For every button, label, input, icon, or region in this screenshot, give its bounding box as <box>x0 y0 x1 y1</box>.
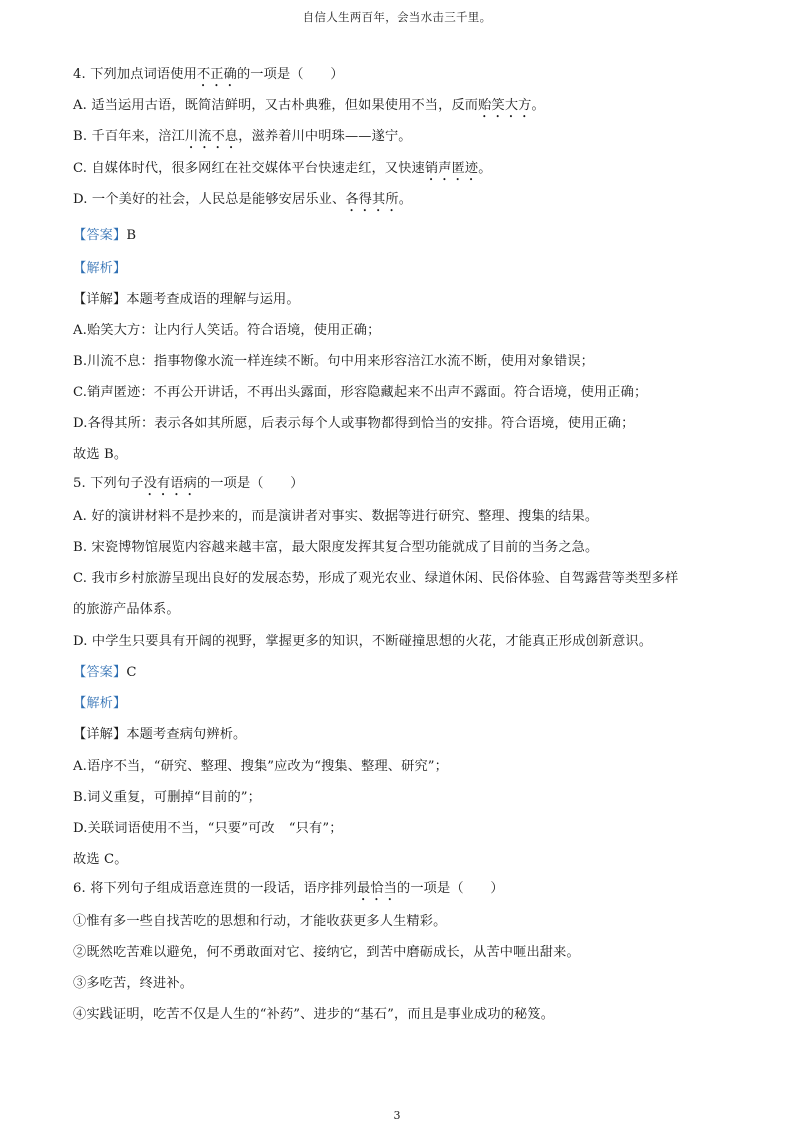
stem-text: 的一项是（ ） <box>397 881 504 896</box>
question-5-answer <box>73 661 137 680</box>
option-text: B. 千百年来，涪江 <box>73 129 185 144</box>
option-text: 。 <box>478 161 492 176</box>
question-5-explanation-b: B.词义重复，可删掉“目前的”； <box>73 790 262 805</box>
question-6-stem <box>73 877 504 904</box>
emphasized-text: 没有语病 <box>143 476 197 491</box>
question-4-explanation-c: C.销声匿迹：不再公开讲话，不再出头露面，形容隐藏起来不出声不露面。符合语境，使用正确； <box>73 385 648 400</box>
stem-text: 的一项是（ ） <box>196 476 304 491</box>
question-4-option-a <box>73 94 545 121</box>
question-5-option-d: D. 中学生只要具有开阔的视野，掌握更多的知识，不断碰撞思想的火花，才能真正形成创新意识。 <box>73 634 653 649</box>
answer-value: C <box>126 665 137 680</box>
emphasized-text: 各得其所 <box>345 192 399 207</box>
question-5-explanation-a: A.语序不当，“研究、整理、搜集”应改为“搜集、整理、研究”； <box>73 759 449 774</box>
question-5-conclusion: 故选 C。 <box>73 852 128 867</box>
explanation-text: D.关联词语使用不当，“只要”可改 <box>73 821 275 836</box>
question-4-explanation-a: A.贻笑大方：让内行人笑话。符合语境，使用正确； <box>73 323 381 338</box>
explanation-text: “只有”； <box>288 821 343 836</box>
question-4-explanation-d: D.各得其所：表示各如其所愿，后表示每个人或事物都得到恰当的安排。符合语境，使用正确； <box>73 416 635 431</box>
question-6-sentence-1: ①惟有多一些自找苦吃的思想和行动，才能收获更多人生精彩。 <box>73 914 447 929</box>
stem-text: 5. 下列句子 <box>73 476 144 491</box>
option-text: 。 <box>531 98 545 113</box>
option-text: C. 自媒体时代，很多网红在社交媒体平台快速走红，又快速 <box>73 161 425 176</box>
question-5-option-a: A. 好的演讲材料不是抄来的，而是演讲者对事实、数据等进行研究、整理、搜集的结果。 <box>73 509 599 524</box>
emphasized-text: 贻笑大方 <box>478 98 532 113</box>
stem-text: 的一项是（ ） <box>236 67 344 82</box>
answer-tag: 【答案】 <box>73 228 127 243</box>
question-6-sentence-3: ③多吃苦，终进补。 <box>73 976 194 991</box>
stem-text: 4. 下列加点词语使用 <box>73 67 197 82</box>
question-4-option-c <box>73 157 492 184</box>
answer-tag: 【答案】 <box>73 665 127 680</box>
emphasized-text: 不正确 <box>196 67 237 82</box>
question-5-stem <box>73 472 304 499</box>
emphasized-text: 最恰当 <box>356 881 397 896</box>
question-4-stem <box>73 63 344 90</box>
question-6-sentence-4: ④实践证明，吃苦不仅是人生的“补药”、进步的“基石”，而且是事业成功的秘笈。 <box>73 1007 555 1022</box>
question-5-option-c-line2: 的旅游产品体系。 <box>73 602 180 617</box>
question-5-analysis-tag: 【解析】 <box>73 696 127 711</box>
question-4-conclusion: 故选 B。 <box>73 447 128 462</box>
option-text: D. 一个美好的社会，人民总是能够安居乐业、 <box>73 192 346 207</box>
stem-text: 6. 将下列句子组成语意连贯的一段话，语序排列 <box>73 881 357 896</box>
answer-value: B <box>126 228 137 243</box>
question-4-explanation-b: B.川流不息：指事物像水流一样连续不断。句中用来形容涪江水流不断，使用对象错误； <box>73 354 595 369</box>
option-text: ，滋养着川中明珠——遂宁。 <box>238 129 412 144</box>
question-5-option-b: B. 宋瓷博物馆展览内容越来越丰富，最大限度发挥其复合型功能就成了目前的当务之急。 <box>73 540 599 555</box>
question-6-sentence-2: ②既然吃苦难以避免，何不勇敢面对它、接纳它，到苦中磨砺成长，从苦中咂出甜来。 <box>73 945 580 960</box>
question-4-option-d <box>73 188 412 215</box>
question-4-answer <box>73 224 136 243</box>
page-header-motto: 自信人生两百年，会当水击三千里。 <box>302 10 492 24</box>
question-5-detail: 【详解】本题考查病句辨析。 <box>73 727 247 742</box>
emphasized-text: 销声匿迹 <box>424 161 479 176</box>
emphasized-text: 川流不息 <box>184 129 239 144</box>
question-5-option-c-line1: C. 我市乡村旅游呈现出良好的发展态势，形成了观光农业、绿道休闲、民俗体验、自驾露营等类型多样 <box>73 571 679 586</box>
question-5-explanation-d <box>73 817 343 836</box>
question-4-detail: 【详解】本题考查成语的理解与运用。 <box>73 292 300 307</box>
option-text: 。 <box>398 192 413 207</box>
option-text: A. 适当运用古语，既简洁鲜明，又古朴典雅，但如果使用不当，反而 <box>73 98 479 113</box>
question-4-analysis-tag: 【解析】 <box>73 261 127 276</box>
page-number: 3 <box>393 1109 401 1122</box>
question-4-option-b <box>73 125 412 152</box>
